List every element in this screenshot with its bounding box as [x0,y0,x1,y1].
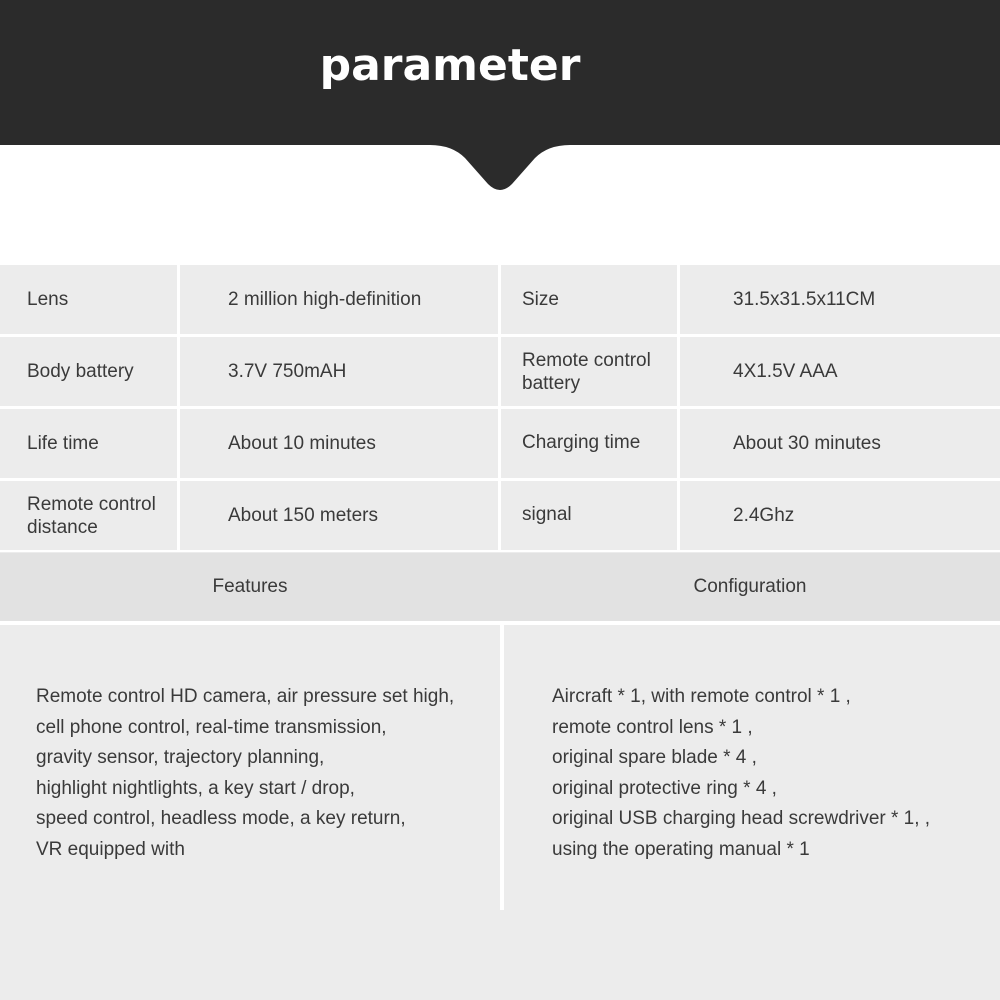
spec-label: Remote control distance [0,481,177,550]
spec-label: Life time [0,409,177,478]
configuration-heading: Configuration [693,576,807,597]
features-line: cell phone control, real-time transmission, [36,716,387,738]
header-notch-arrow [0,140,1000,200]
spec-label: Charging time [501,409,677,478]
spec-value: About 10 minutes [180,409,498,478]
spec-label: Size [501,265,677,334]
spec-label: Remote control battery [501,337,677,406]
section-header-bar [0,553,1000,621]
features-list [36,682,491,865]
configuration-line: Aircraft * 1, with remote control * 1 , [552,686,851,707]
configuration-line: original USB charging head screwdriver * 1, , [552,808,931,829]
spec-table [0,265,1000,552]
features-heading: Features [212,576,288,597]
spec-value: 31.5x31.5x11CM [680,265,1000,334]
spec-value: About 30 minutes [680,409,1000,478]
page-title: parameter [319,40,581,91]
configuration-line: using the operating manual * 1 [552,838,810,860]
configuration-line: original protective ring * 4 , [552,777,777,799]
features-line: Remote control HD camera, air pressure set high, [36,686,455,707]
spec-value: About 150 meters [180,481,498,550]
configuration-line: original spare blade * 4 , [552,747,757,768]
configuration-line: remote control lens * 1 , [552,716,753,738]
features-line: highlight nightlights, a key start / drop, [36,777,355,799]
spec-value: 3.7V 750mAH [180,337,498,406]
features-line: speed control, headless mode, a key return, [36,808,406,829]
spec-label: Lens [0,265,177,334]
features-line: gravity sensor, trajectory planning, [36,747,325,768]
spec-value: 4X1.5V AAA [680,337,1000,406]
column-divider [500,625,504,910]
configuration-list [552,682,992,865]
header-banner [0,0,1000,145]
features-line: VR equipped with [36,838,185,860]
spec-value: 2 million high-definition [180,265,498,334]
spec-label: Body battery [0,337,177,406]
spec-value: 2.4Ghz [680,481,1000,550]
spec-label: signal [501,481,677,550]
